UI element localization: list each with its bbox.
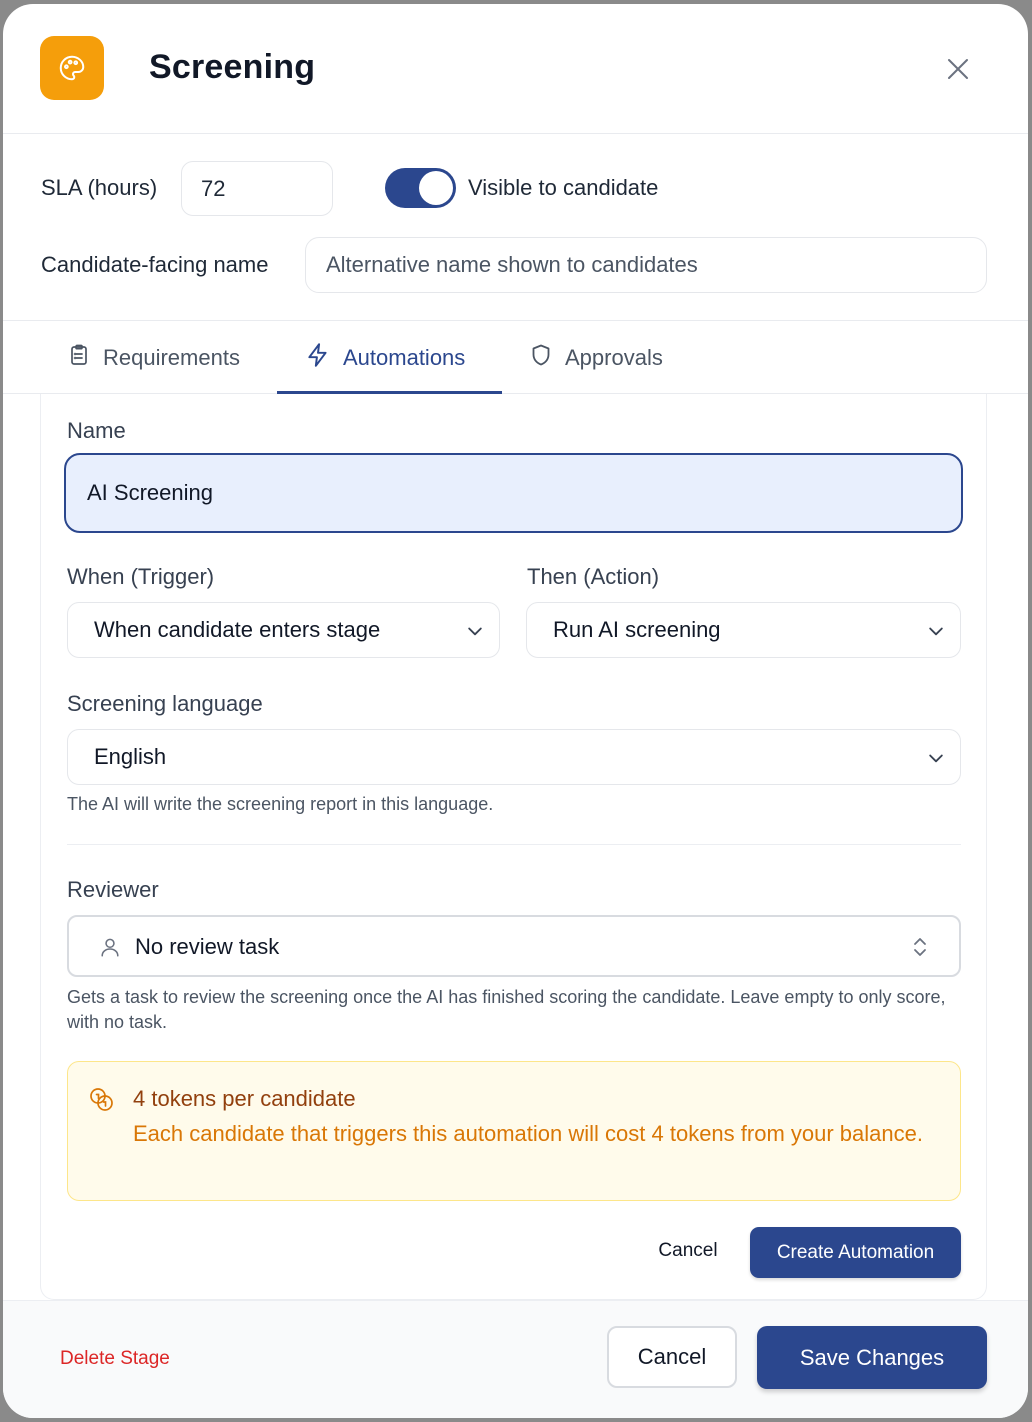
chevron-down-icon bbox=[926, 621, 946, 647]
delete-stage-button[interactable]: Delete Stage bbox=[60, 1348, 170, 1369]
sla-label: SLA (hours) bbox=[41, 175, 158, 200]
toggle-knob bbox=[419, 171, 453, 205]
token-cost-title: 4 tokens per candidate bbox=[133, 1086, 356, 1111]
edit-stage-modal bbox=[3, 4, 1028, 1418]
token-cost-description: Each candidate that triggers this automation will cost 4 tokens from your balance. bbox=[133, 1121, 923, 1146]
stage-tabs bbox=[3, 320, 1028, 394]
sla-hours-input[interactable] bbox=[181, 161, 333, 216]
trigger-select[interactable] bbox=[67, 602, 500, 658]
candidate-facing-name-input[interactable] bbox=[305, 237, 987, 293]
screening-language-value: English bbox=[94, 744, 167, 769]
reviewer-value: No review task bbox=[135, 934, 280, 959]
visible-to-candidate-toggle[interactable] bbox=[385, 168, 456, 208]
save-changes-button[interactable]: Save Changes bbox=[757, 1326, 987, 1389]
cancel-automation-button[interactable]: Cancel bbox=[658, 1240, 718, 1261]
tab-requirements[interactable] bbox=[67, 321, 240, 395]
tab-automations[interactable] bbox=[305, 321, 465, 395]
action-label: Then (Action) bbox=[527, 564, 660, 589]
chevron-up-down-icon bbox=[911, 935, 929, 964]
visible-to-candidate-label: Visible to candidate bbox=[468, 175, 659, 200]
screening-language-help: The AI will write the screening report in this language. bbox=[67, 794, 494, 814]
chevron-down-icon bbox=[465, 621, 485, 647]
name-label: Name bbox=[67, 418, 126, 443]
user-icon bbox=[99, 935, 121, 964]
coins-icon bbox=[88, 1086, 116, 1119]
chevron-down-icon bbox=[926, 748, 946, 774]
tab-approvals[interactable] bbox=[529, 321, 663, 395]
trigger-value: When candidate enters stage bbox=[94, 617, 381, 642]
section-divider bbox=[67, 844, 961, 845]
reviewer-help: Gets a task to review the screening once the AI has finished scoring the candidate. Leave empty to only score, with no task. bbox=[67, 987, 946, 1032]
candidate-facing-name-label: Candidate-facing name bbox=[41, 252, 269, 277]
palette-icon bbox=[40, 36, 104, 100]
modal-header bbox=[3, 4, 1028, 134]
create-automation-button[interactable]: Create Automation bbox=[750, 1227, 961, 1278]
screening-language-label: Screening language bbox=[67, 691, 263, 716]
tab-automations-label: Automations bbox=[343, 345, 466, 370]
cancel-button[interactable]: Cancel bbox=[607, 1326, 737, 1388]
reviewer-select[interactable] bbox=[67, 915, 961, 977]
modal-title: Screening bbox=[149, 48, 316, 86]
lightning-icon bbox=[305, 342, 331, 374]
clipboard-icon bbox=[67, 343, 91, 373]
close-icon[interactable] bbox=[942, 53, 974, 85]
trigger-label: When (Trigger) bbox=[67, 564, 215, 589]
action-select[interactable] bbox=[526, 602, 961, 658]
action-value: Run AI screening bbox=[553, 617, 721, 642]
screening-language-select[interactable] bbox=[67, 729, 961, 785]
automation-name-input[interactable] bbox=[64, 453, 963, 533]
tab-approvals-label: Approvals bbox=[565, 345, 663, 370]
shield-icon bbox=[529, 343, 553, 373]
token-cost-notice bbox=[67, 1061, 961, 1201]
reviewer-label: Reviewer bbox=[67, 877, 159, 902]
tab-requirements-label: Requirements bbox=[103, 345, 240, 370]
